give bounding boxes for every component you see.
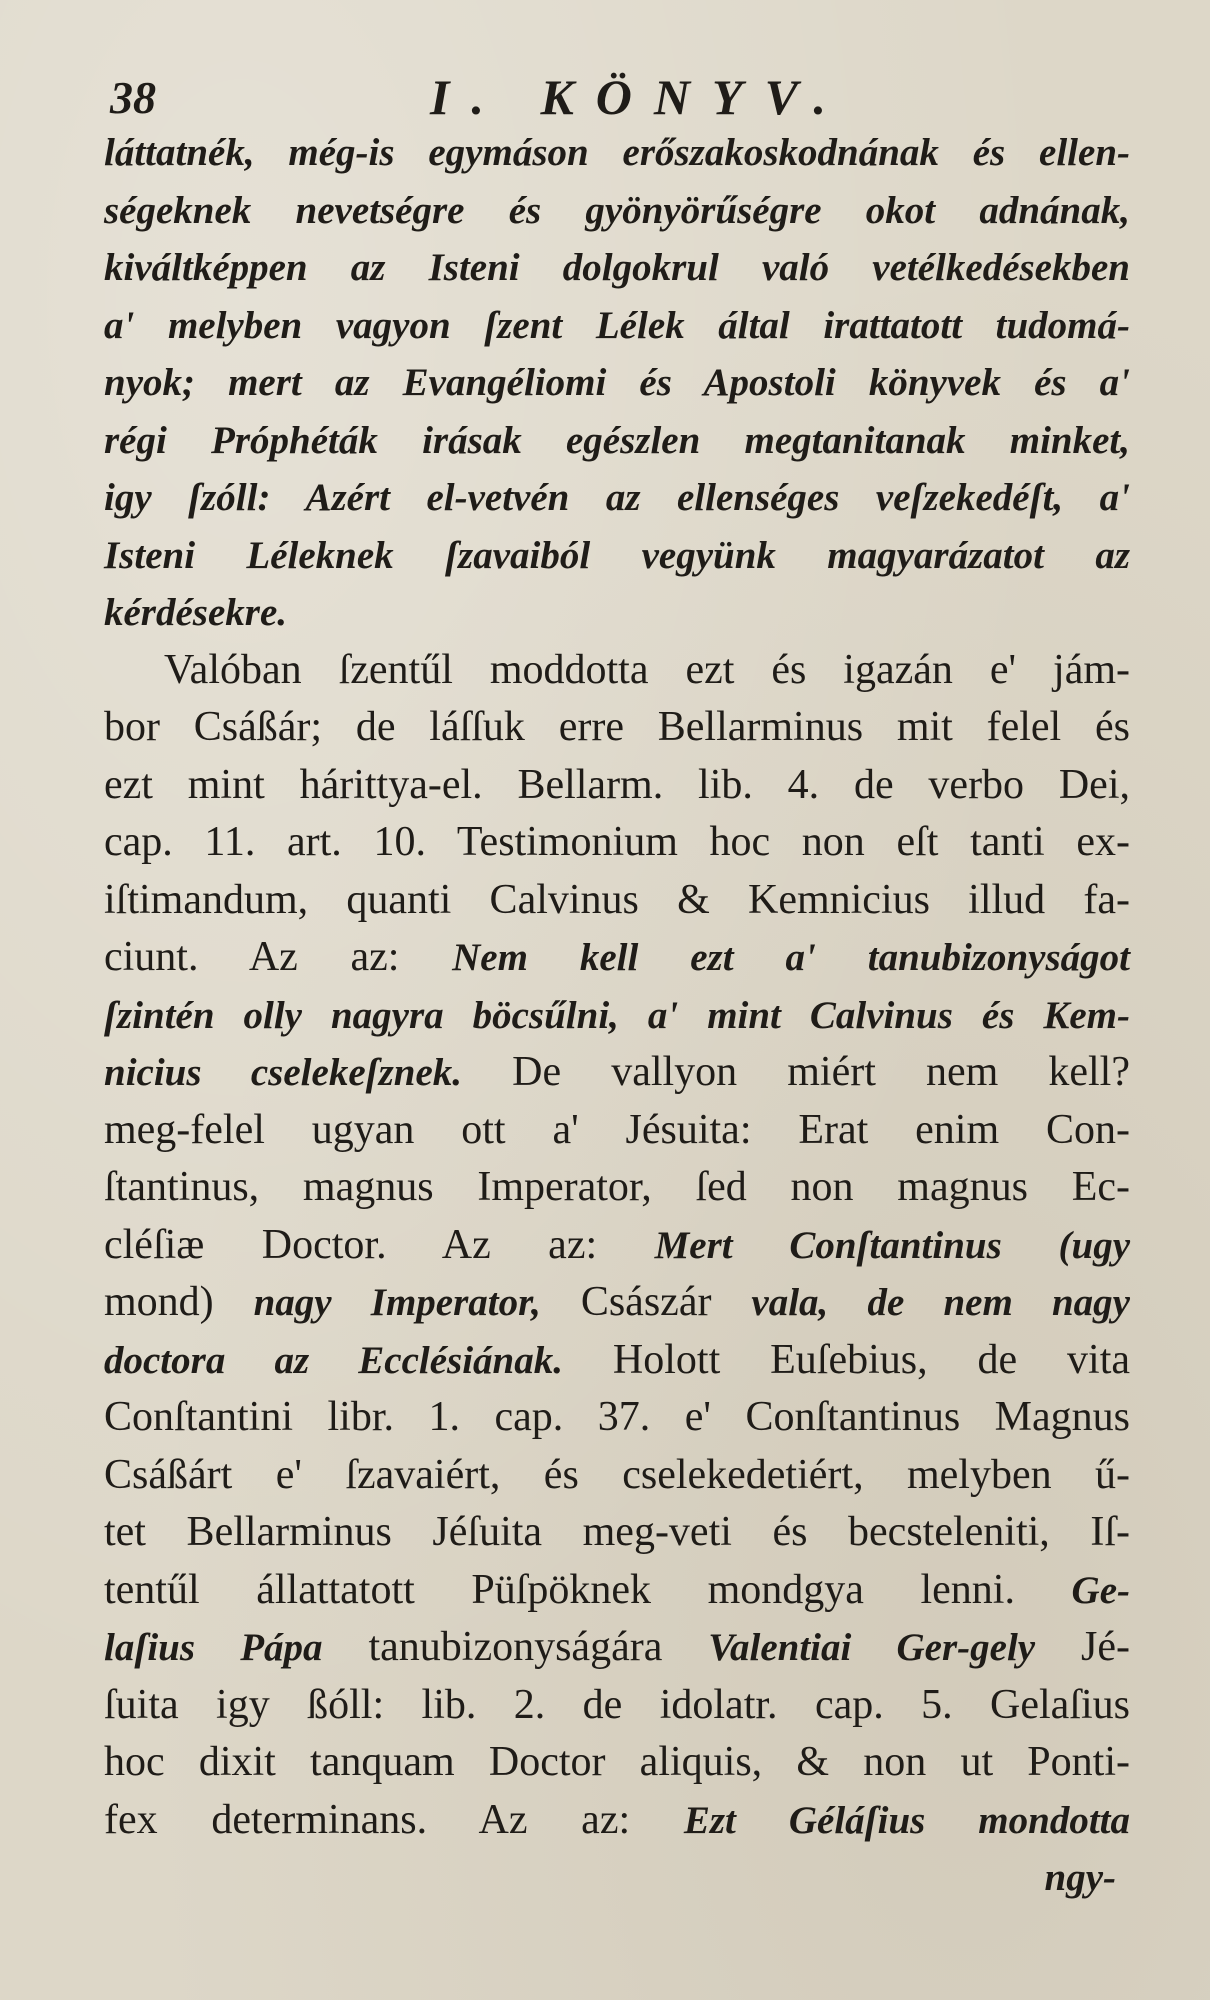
text-line: cap. 11. art. 10. Testimonium hoc non eſt tanti ex- — [104, 819, 1130, 865]
roman-run: ciunt. Az az: — [104, 934, 400, 980]
italic-run: nagy Imperator, — [253, 1281, 541, 1324]
text-line: nyok; mert az Evangéliomi és Apostoli könyvek és a' — [104, 361, 1130, 404]
roman-run: De vallyon miért nem kell? — [512, 1049, 1130, 1095]
roman-run: Jé- — [1081, 1624, 1131, 1670]
text-line: régi Próphéták irásak egészlen megtanitanak minket, — [104, 418, 1130, 462]
text-line: ezt mint hárittya-el. Bellarm. lib. 4. de verbo Dei, — [104, 761, 1130, 808]
text-line — [104, 1044, 1130, 1102]
text-line: ngy- — [1044, 1856, 1116, 1899]
text-line — [104, 1562, 1130, 1620]
text-line: ségeknek nevetségre és gyönyörűségre okot adnának, — [104, 188, 1130, 232]
italic-run: Ezt Géláſius mondotta — [683, 1798, 1131, 1842]
italic-run: Mert Conſtantinus (ugy — [654, 1223, 1130, 1267]
text-line: meg-felel ugyan ott a' Jésuita: Erat enim Con- — [104, 1106, 1130, 1153]
text-line: a' melyben vagyon ſzent Lélek által irattatott tudomá- — [104, 303, 1130, 347]
roman-run: Császár — [580, 1279, 712, 1325]
text-line — [104, 1332, 1130, 1390]
roman-run: fex determinans. Az az: — [104, 1796, 631, 1843]
italic-run: doctora az Ecclésiának. — [104, 1338, 564, 1382]
italic-run: Nem kell ezt a' tanubizonyságot — [452, 936, 1130, 979]
italic-run: Valentiai Ger-gely — [708, 1626, 1036, 1669]
text-line — [104, 1274, 1130, 1332]
text-line: Csáßárt e' ſzavaiért, és cselekedetiért, melyben ű- — [104, 1451, 1130, 1498]
text-line — [104, 1792, 1130, 1850]
text-line: láttatnék, még-is egymáson erőszakoskodnának és ellen- — [104, 131, 1130, 174]
text-line: Conſtantini libr. 1. cap. 37. e' Conſtantinus Magnus — [104, 1394, 1130, 1440]
italic-run: nicius cselekeſznek. — [104, 1051, 463, 1094]
text-line: hoc dixit tanquam Doctor aliquis, & non ut Ponti- — [104, 1739, 1130, 1785]
text-line — [104, 1217, 1130, 1275]
roman-run: cléſiæ Doctor. Az az: — [104, 1221, 598, 1268]
roman-run: mond) — [104, 1279, 214, 1325]
text-line: kiváltképpen az Isteni dolgokrul való vetélkedésekben — [104, 246, 1130, 289]
italic-run: laſius Pápa — [104, 1626, 323, 1669]
body-text — [104, 124, 1130, 1907]
roman-run: Holott Euſebius, de vita — [612, 1336, 1131, 1383]
page-number: 38 — [110, 71, 156, 123]
text-line: ſzintén olly nagyra böcsűlni, a' mint Calvinus és Kem- — [104, 993, 1130, 1037]
roman-run: tanubizonyságára — [368, 1624, 663, 1670]
text-line: Valóban ſzentűl moddotta ezt és igazán e' jám- — [164, 646, 1130, 693]
roman-run: tentűl állattatott Püſpöknek mondgya lenni. — [104, 1566, 1015, 1613]
text-line: bor Csáßár; de láſſuk erre Bellarminus mit felel és — [104, 704, 1130, 750]
text-line: tet Bellarminus Jéſuita meg-veti és becsteleniti, Iſ- — [104, 1509, 1130, 1555]
italic-run: Ge- — [1071, 1568, 1130, 1612]
text-line: kérdésekre. — [104, 591, 288, 634]
text-line: iſtimandum, quanti Calvinus & Kemnicius illud fa- — [104, 876, 1130, 923]
text-line: ſtantinus, magnus Imperator, ſed non magnus Ec- — [104, 1164, 1130, 1210]
text-line — [104, 1619, 1130, 1677]
text-line: igy ſzóll: Azért el-vetvén az ellenséges veſzekedéſt, a' — [104, 476, 1130, 519]
italic-run: vala, de nem nagy — [751, 1281, 1130, 1324]
running-title: I. KÖNYV. — [430, 69, 848, 125]
text-line: ſuita igy ßóll: lib. 2. de idolatr. cap. 5. Gelaſius — [104, 1681, 1130, 1728]
text-line — [104, 929, 1130, 987]
page-header — [110, 62, 1130, 132]
text-line: Isteni Léleknek ſzavaiból vegyünk magyarázatot az — [104, 533, 1130, 577]
